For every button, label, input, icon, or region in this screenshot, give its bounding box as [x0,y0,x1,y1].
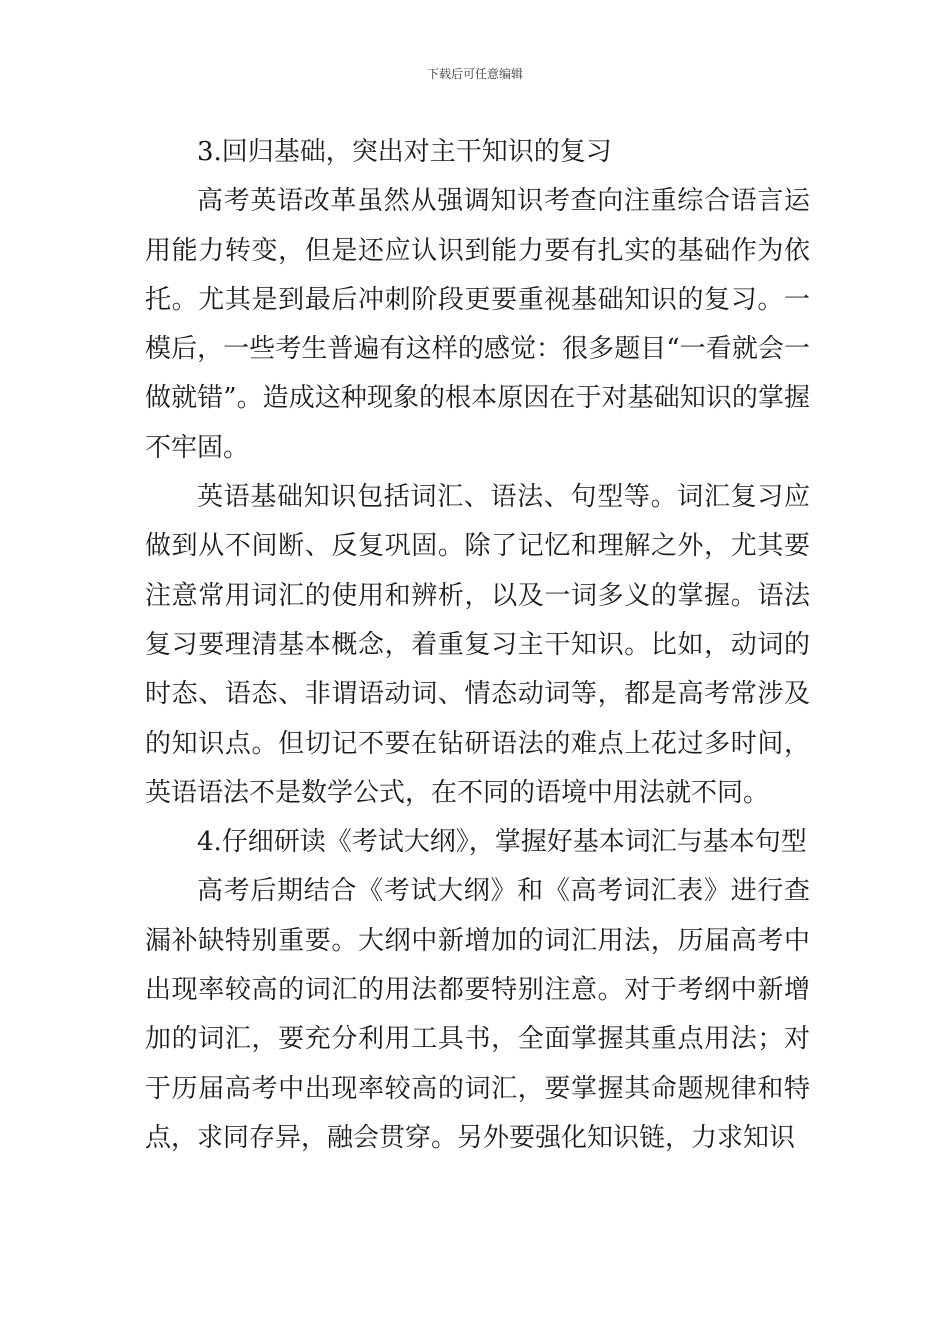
section-heading-3: 3.回归基础，突出对主干知识的复习 [197,137,612,167]
paragraph-basics: 高考英语改革虽然从强调知识考查向注重综合语言运用能力转变，但是还应认识到能力要有扎实的基础作为依托。尤其是到最后冲刺阶段更要重视基础知识的复习。一模后，一些考生普遍有这样的感觉：很多题目“一看就会一做就错”。造成这种现象的根本原因在于对基础知识的掌握不牢固。 [145,186,810,463]
paragraph-syllabus: 高考后期结合《考试大纲》和《高考词汇表》进行查漏补缺特别重要。大纲中新增加的词汇用法，历届高考中出现率较高的词汇的用法都要特别注意。对于考纲中新增加的词汇，要充分利用工具书，全面掌握其重点用法；对于历届高考中出现率较高的词汇，要掌握其命题规律和特点，求同存异，融会贯穿。另外要强化知识链，力求知识 [145,876,810,1153]
document-body [145,128,810,1163]
header-note: 下载后可任意编辑 [426,67,523,81]
paragraph-vocabulary-grammar: 英语基础知识包括词汇、语法、句型等。词汇复习应做到从不间断、反复巩固。除了记忆和理解之外，尤其要注意常用词汇的使用和辨析，以及一词多义的掌握。语法复习要理清基本概念，着重复习主干知识。比如，动词的时态、语态、非谓语动词、情态动词等，都是高考常涉及的知识点。但切记不要在钻研语法的难点上花过多时间，英语语法不是数学公式，在不同的语境中用法就不同。 [145,482,810,808]
section-heading-4: 4.仔细研读《考试大纲》，掌握好基本词汇与基本句型 [197,827,807,858]
